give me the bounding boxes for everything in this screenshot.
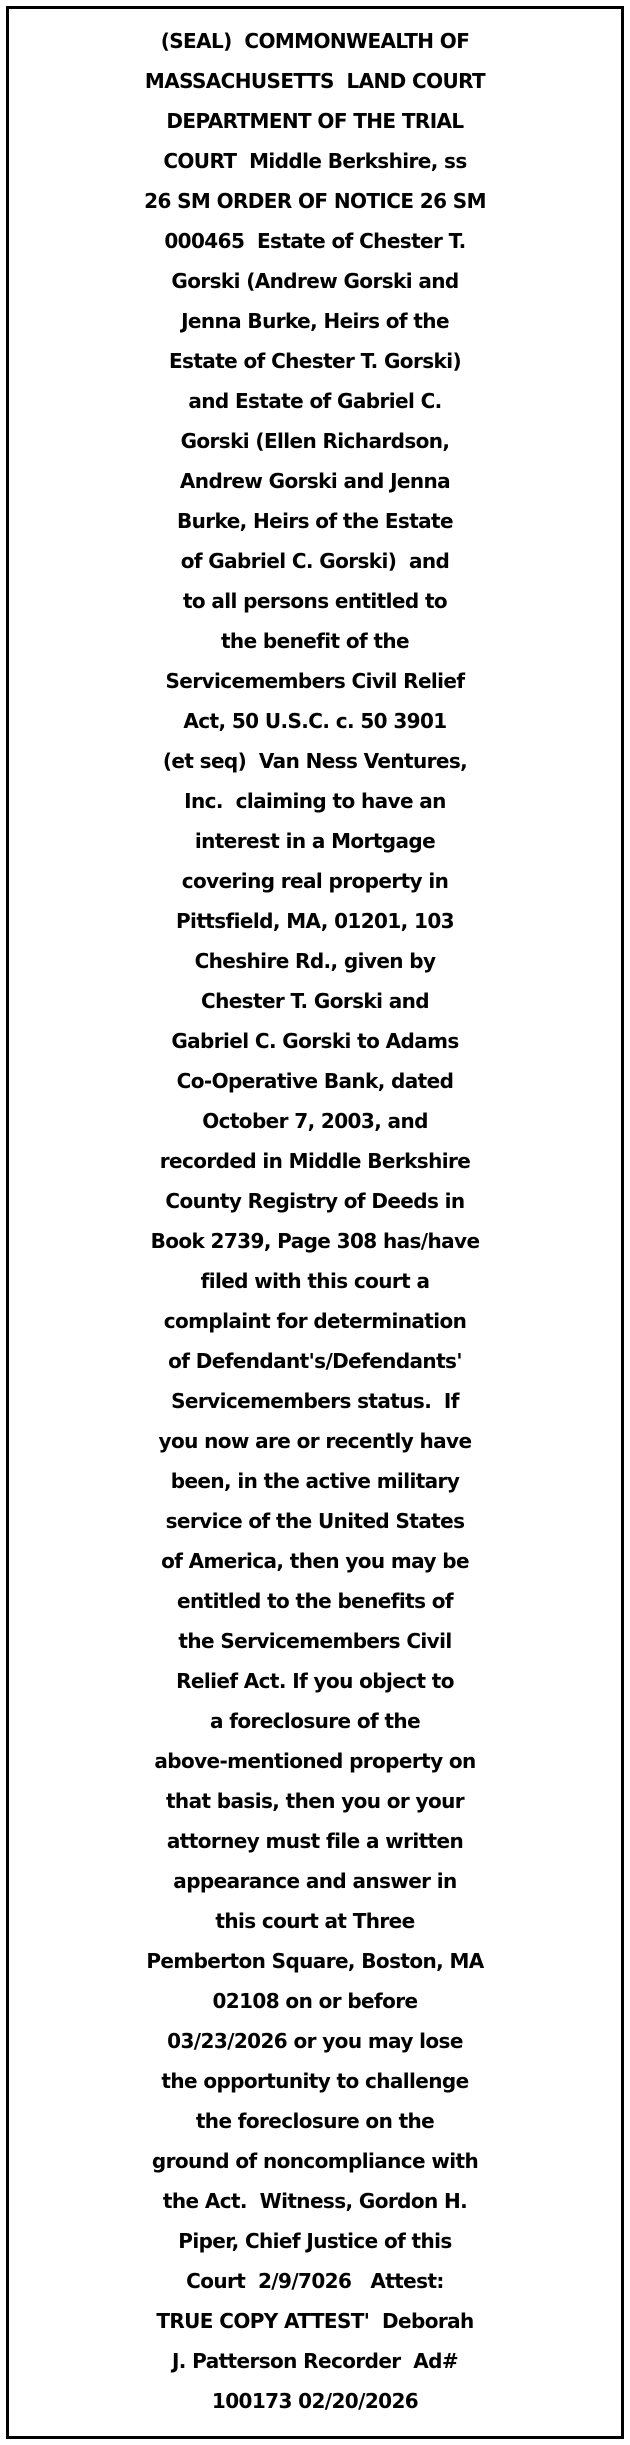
- notice-line: Co-Operative Bank, dated: [176, 1069, 454, 1093]
- notice-line: service of the United States: [165, 1509, 465, 1533]
- notice-line: Estate of Chester T. Gorski): [168, 349, 462, 373]
- notice-line: recorded in Middle Berkshire: [159, 1149, 471, 1173]
- notice-line: been, in the active military: [170, 1469, 460, 1493]
- notice-line: 000465 Estate of Chester T.: [164, 229, 466, 253]
- notice-line: MASSACHUSETTS LAND COURT: [144, 69, 486, 93]
- notice-line: Servicemembers status. If: [171, 1389, 459, 1413]
- notice-line: to all persons entitled to: [182, 589, 448, 613]
- notice-line: County Registry of Deeds in: [165, 1189, 465, 1213]
- notice-line: TRUE COPY ATTEST' Deborah: [156, 2309, 474, 2333]
- legal-notice-text: [9, 21, 621, 2421]
- legal-notice-frame: [6, 6, 624, 2439]
- notice-line: October 7, 2003, and: [202, 1109, 428, 1133]
- notice-line: covering real property in: [181, 869, 449, 893]
- notice-line: 03/23/2026 or you may lose: [167, 2029, 463, 2053]
- notice-line: 02108 on or before: [212, 1989, 418, 2013]
- notice-line: Gabriel C. Gorski to Adams: [171, 1029, 459, 1053]
- notice-line: Jenna Burke, Heirs of the: [181, 309, 449, 333]
- notice-line: appearance and answer in: [173, 1869, 457, 1893]
- notice-line: J. Patterson Recorder Ad#: [171, 2349, 459, 2373]
- notice-line: Relief Act. If you object to: [176, 1669, 454, 1693]
- notice-line: Pemberton Square, Boston, MA: [146, 1949, 484, 1973]
- notice-line: above-mentioned property on: [154, 1749, 476, 1773]
- notice-line: attorney must file a written: [166, 1829, 464, 1853]
- notice-line: Inc. claiming to have an: [184, 789, 446, 813]
- notice-line: of America, then you may be: [161, 1549, 469, 1573]
- notice-line: interest in a Mortgage: [194, 829, 436, 853]
- notice-line: ground of noncompliance with: [151, 2149, 479, 2173]
- notice-line: you now are or recently have: [158, 1429, 472, 1453]
- notice-line: that basis, then you or your: [165, 1789, 465, 1813]
- notice-line: Burke, Heirs of the Estate: [176, 509, 453, 533]
- notice-line: Pittsfield, MA, 01201, 103: [176, 909, 454, 933]
- notice-line: and Estate of Gabriel C.: [188, 389, 442, 413]
- notice-line: of Defendant's/Defendants': [168, 1349, 462, 1373]
- notice-line: (et seq) Van Ness Ventures,: [162, 749, 468, 773]
- notice-line: 100173 02/20/2026: [211, 2389, 419, 2413]
- notice-line: filed with this court a: [200, 1269, 430, 1293]
- notice-line: Chester T. Gorski and: [201, 989, 429, 1013]
- notice-line: Gorski (Ellen Richardson,: [180, 429, 450, 453]
- notice-line: a foreclosure of the: [209, 1709, 421, 1733]
- notice-line: of Gabriel C. Gorski) and: [180, 549, 450, 573]
- notice-line: Court 2/9/7026 Attest:: [186, 2269, 444, 2293]
- notice-line: (SEAL) COMMONWEALTH OF: [160, 29, 470, 53]
- notice-line: the Act. Witness, Gordon H.: [162, 2189, 468, 2213]
- notice-line: complaint for determination: [163, 1309, 467, 1333]
- notice-line: Gorski (Andrew Gorski and: [171, 269, 459, 293]
- notice-line: 26 SM ORDER OF NOTICE 26 SM: [144, 189, 486, 213]
- notice-line: COURT Middle Berkshire, ss: [163, 149, 467, 173]
- notice-line: the opportunity to challenge: [161, 2069, 469, 2093]
- notice-line: this court at Three: [215, 1909, 415, 1933]
- notice-line: Piper, Chief Justice of this: [178, 2229, 452, 2253]
- notice-line: the benefit of the: [220, 629, 410, 653]
- notice-line: entitled to the benefits of: [177, 1589, 453, 1613]
- notice-line: Act, 50 U.S.C. c. 50 3901: [183, 709, 447, 733]
- notice-line: Andrew Gorski and Jenna: [179, 469, 451, 493]
- notice-line: Cheshire Rd., given by: [194, 949, 436, 973]
- notice-line: DEPARTMENT OF THE TRIAL: [166, 109, 464, 133]
- notice-line: the foreclosure on the: [195, 2109, 435, 2133]
- notice-line: Book 2739, Page 308 has/have: [150, 1229, 480, 1253]
- notice-line: the Servicemembers Civil: [178, 1629, 452, 1653]
- notice-line: Servicemembers Civil Relief: [165, 669, 465, 693]
